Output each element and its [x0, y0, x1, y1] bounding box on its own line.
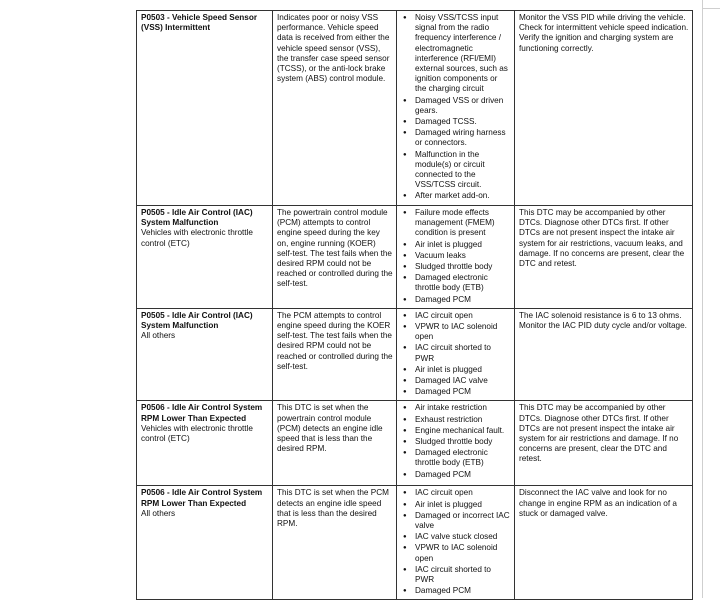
list-item: ● Damaged PCM [415, 295, 511, 305]
dtc-condition: All others [141, 508, 176, 518]
dtc-code-cell [137, 206, 273, 309]
page-edge-line [702, 0, 703, 598]
table-row [137, 206, 693, 309]
list-item: ● After market add-on. [415, 191, 511, 201]
list-item: ● Damaged wiring harness or connectors. [415, 128, 511, 148]
dtc-condition: All others [141, 331, 176, 341]
list-item: ● Vacuum leaks [415, 251, 511, 261]
causes-list [401, 403, 511, 479]
list-item: ● VPWR to IAC solenoid open [415, 322, 511, 342]
list-item: ● Engine mechanical fault. [415, 426, 511, 436]
dtc-description: This DTC is set when the powertrain control module (PCM) detects an engine idle speed that is less than the desired RPM. [273, 401, 397, 486]
list-item: ● Damaged electronic throttle body (ETB) [415, 448, 511, 468]
list-item: ● Damaged electronic throttle body (ETB) [415, 273, 511, 293]
list-item: ● Noisy VSS/TCSS input signal from the radio frequency interference / electromagnetic interference (RFI/EMI) external sources, such as ignition components or the charging circuit [415, 13, 511, 95]
dtc-description: The PCM attempts to control engine speed during the KOER self-test. The test fails when the desired RPM could not be reached or controlled during the self-test. [273, 308, 397, 401]
list-item: ● Damaged PCM [415, 470, 511, 480]
dtc-code: P0503 - Vehicle Speed Sensor (VSS) Intermittent [141, 13, 258, 33]
dtc-code-cell [137, 11, 273, 206]
dtc-description: The powertrain control module (PCM) attempts to control engine speed during the key on, engine running (KOER) self-test. The test fails when the desired RPM could not be reached or controlled during the self-test. [273, 206, 397, 309]
dtc-table-body [137, 11, 693, 600]
dtc-description: Indicates poor or noisy VSS performance. Vehicle speed data is received from either the vehicle speed sensor (VSS), the transfer case speed sensor (TCSS), or the anti-lock brake system (ABS) control module. [273, 11, 397, 206]
list-item: ● Damaged IAC valve [415, 376, 511, 386]
list-item: ● Damaged PCM [415, 387, 511, 397]
page-edge-tick [702, 8, 720, 9]
dtc-action: This DTC may be accompanied by other DTCs. Diagnose other DTCs first. If other DTCs are not present inspect the intake air system for air restrictions, vacuum leaks, and damage. If no concerns are present, clear the DTC and retest. [515, 206, 693, 309]
dtc-code: P0505 - Idle Air Control (IAC) System Malfunction [141, 208, 253, 228]
list-item: ● Air inlet is plugged [415, 240, 511, 250]
dtc-condition: Vehicles with electronic throttle control (ETC) [141, 423, 253, 444]
causes-list [401, 488, 511, 596]
dtc-code: P0506 - Idle Air Control System RPM Lower Than Expected [141, 403, 263, 423]
dtc-action: Disconnect the IAC valve and look for no change in engine RPM as an indication of a stuck or damaged valve. [515, 486, 693, 600]
list-item: ● Damaged PCM [415, 586, 511, 596]
dtc-action: Monitor the VSS PID while driving the vehicle. Check for intermittent vehicle speed indication. Verify the ignition and charging system are functioning correctly. [515, 11, 693, 206]
list-item: ● Exhaust restriction [415, 415, 511, 425]
dtc-causes-cell [397, 486, 515, 600]
list-item: ● IAC circuit open [415, 311, 511, 321]
dtc-action: This DTC may be accompanied by other DTCs. Diagnose other DTCs first. If other DTCs are not present inspect the intake air system for air restrictions and damage. If no concerns are present, clear the DTC and retest. [515, 401, 693, 486]
list-item: ● Failure mode effects management (FMEM) condition is present [415, 208, 511, 239]
dtc-causes-cell [397, 308, 515, 401]
list-item: ● Damaged TCSS. [415, 117, 511, 127]
list-item: ● IAC circuit open [415, 488, 511, 498]
dtc-causes-cell [397, 401, 515, 486]
dtc-condition: Vehicles with electronic throttle control (ETC) [141, 228, 253, 248]
causes-list [401, 208, 511, 305]
dtc-table [136, 10, 693, 600]
dtc-causes-cell [397, 206, 515, 309]
list-item: ● Sludged throttle body [415, 262, 511, 272]
dtc-causes-cell [397, 11, 515, 206]
dtc-description: This DTC is set when the PCM detects an engine idle speed that is less than the desired RPM. [273, 486, 397, 600]
list-item: ● Air inlet is plugged [415, 365, 511, 375]
dtc-code-cell [137, 401, 273, 486]
list-item: ● Malfunction in the module(s) or circuit connected to the VSS/TCSS circuit. [415, 150, 511, 191]
dtc-action: The IAC solenoid resistance is 6 to 13 ohms. Monitor the IAC PID duty cycle and/or voltage. [515, 308, 693, 401]
dtc-code-cell [137, 308, 273, 401]
dtc-code: P0505 - Idle Air Control (IAC) System Malfunction [141, 310, 253, 331]
list-item: ● Sludged throttle body [415, 437, 511, 447]
list-item: ● IAC valve stuck closed [415, 532, 511, 542]
table-row [137, 308, 693, 401]
list-item: ● Damaged or incorrect IAC valve [415, 511, 511, 531]
list-item: ● Air intake restriction [415, 403, 511, 413]
list-item: ● Air inlet is plugged [415, 500, 511, 510]
table-row [137, 11, 693, 206]
causes-list [401, 311, 511, 398]
table-row [137, 486, 693, 600]
list-item: ● VPWR to IAC solenoid open [415, 543, 511, 563]
list-item: ● IAC circuit shorted to PWR [415, 343, 511, 363]
list-item: ● Damaged VSS or driven gears. [415, 96, 511, 116]
dtc-code-cell [137, 486, 273, 600]
dtc-code: P0506 - Idle Air Control System RPM Lower Than Expected [141, 488, 263, 508]
list-item: ● IAC circuit shorted to PWR [415, 565, 511, 585]
causes-list [401, 13, 511, 202]
table-row [137, 401, 693, 486]
